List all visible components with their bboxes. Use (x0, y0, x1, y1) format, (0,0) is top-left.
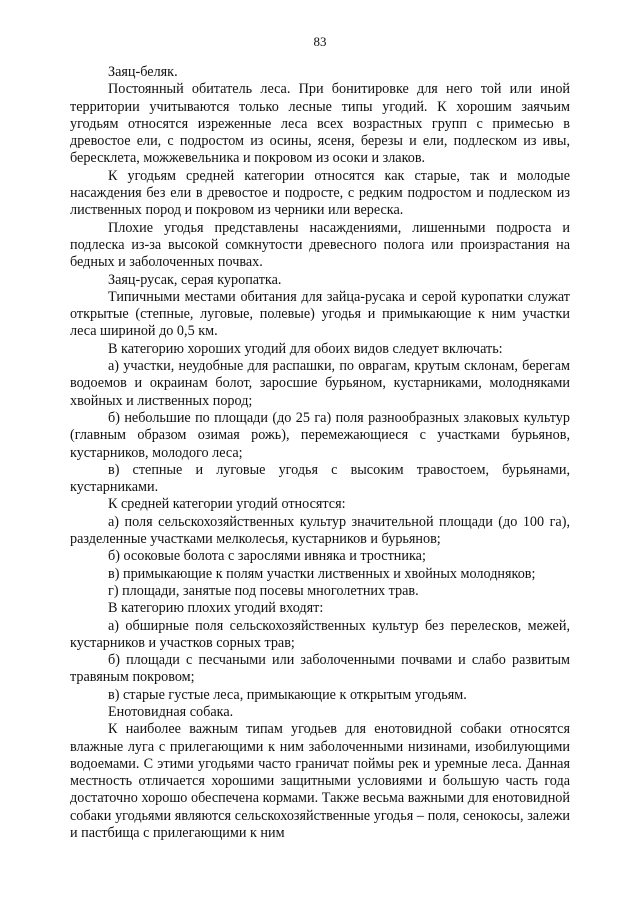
paragraph: В категорию хороших угодий для обоих видов следует включать: (108, 340, 503, 357)
heading-raccoon-dog: Енотовидная собака. (108, 703, 234, 720)
list-item: в) примыкающие к полям участки лиственных и хвойных молодняков; (108, 565, 536, 582)
paragraph: Типичными местами обитания для зайца-русака и серой куропатки служат открытые (степные, луговые, полевые) угодья и примыкающие к ним участки леса шириной до 0,5 км. (70, 288, 570, 340)
list-item: в) старые густые леса, примыкающие к открытым угодьям. (108, 686, 467, 703)
heading-hare-rusak: Заяц-русак, серая куропатка. (108, 271, 282, 288)
list-item: б) осоковые болота с зарослями ивняка и тростника; (108, 548, 426, 565)
body-text (70, 64, 570, 842)
list-item: а) поля сельскохозяйственных культур значительной площади (до 100 га), разделенные участками мелколесья, кустарников и бурьянов; (70, 513, 570, 548)
paragraph: К средней категории угодий относятся: (108, 496, 346, 513)
list-item: в) степные и луговые угодья с высоким травостоем, бурьянами, кустарниками. (70, 461, 570, 496)
paragraph: Постоянный обитатель леса. При бонитировке для него той или иной территории учитываются только лесные типы угодий. К хорошим заячьим угодьям относятся изреженные леса всех возрастных групп с примесью в древостое ели, с подростом из осины, ясеня, березы и ели, подлеском из ивы, бересклета, можжевельника и покровом из осоки и злаков. (70, 81, 570, 167)
list-item: а) участки, неудобные для распашки, по оврагам, крутым склонам, берегам водоемов и окраинам болот, заросшие бурьяном, кустарниками, молодняками хвойных и лиственных пород; (70, 358, 570, 409)
paragraph: Плохие угодья представлены насаждениями, лишенными подроста и подлеска из-за высокой сомкнутости древесного полога или произрастания на бедных и заболоченных почвах. (70, 219, 570, 271)
list-item: г) площади, занятые под посевы многолетних трав. (108, 582, 419, 599)
list-item: а) обширные поля сельскохозяйственных культур без перелесков, межей, кустарников и участков сорных трав; (70, 617, 570, 651)
list-item: б) площади с песчаными или заболоченными почвами и слабо развитым травяным покровом; (70, 652, 570, 686)
heading-hare-belyak: Заяц-беляк. (108, 64, 178, 80)
paragraph: В категорию плохих угодий входят: (108, 600, 324, 617)
paragraph: К угодьям средней категории относятся как старые, так и молодые насаждения без ели в древостое и подросте, с редким подростом и подлеском из лиственных пород и покровом из черники или вереска. (70, 167, 570, 219)
paragraph: К наиболее важным типам угодьев для енотовидной собаки относятся влажные луга с прилегающими к ним заболоченными низинами, изобилующими водоемами. С этими угодьями часто граничат поймы рек и уремные леса. Данная местность отличается хорошими защитными условиями и большую часть года достаточно хорошо обеспечена кормами. Также весьма важными для енотовидной собаки угодьями являются сельскохозяйственные угодья – поля, сенокосы, залежи и пастбища с прилегающими к ним (70, 721, 570, 842)
page-number: 83 (313, 34, 327, 49)
list-item: б) небольшие по площади (до 25 га) поля разнообразных злаковых культур (главным образом озимая рожь), перемежающиеся с участками бурьянов, кустарников, молодого леса; (70, 409, 570, 461)
